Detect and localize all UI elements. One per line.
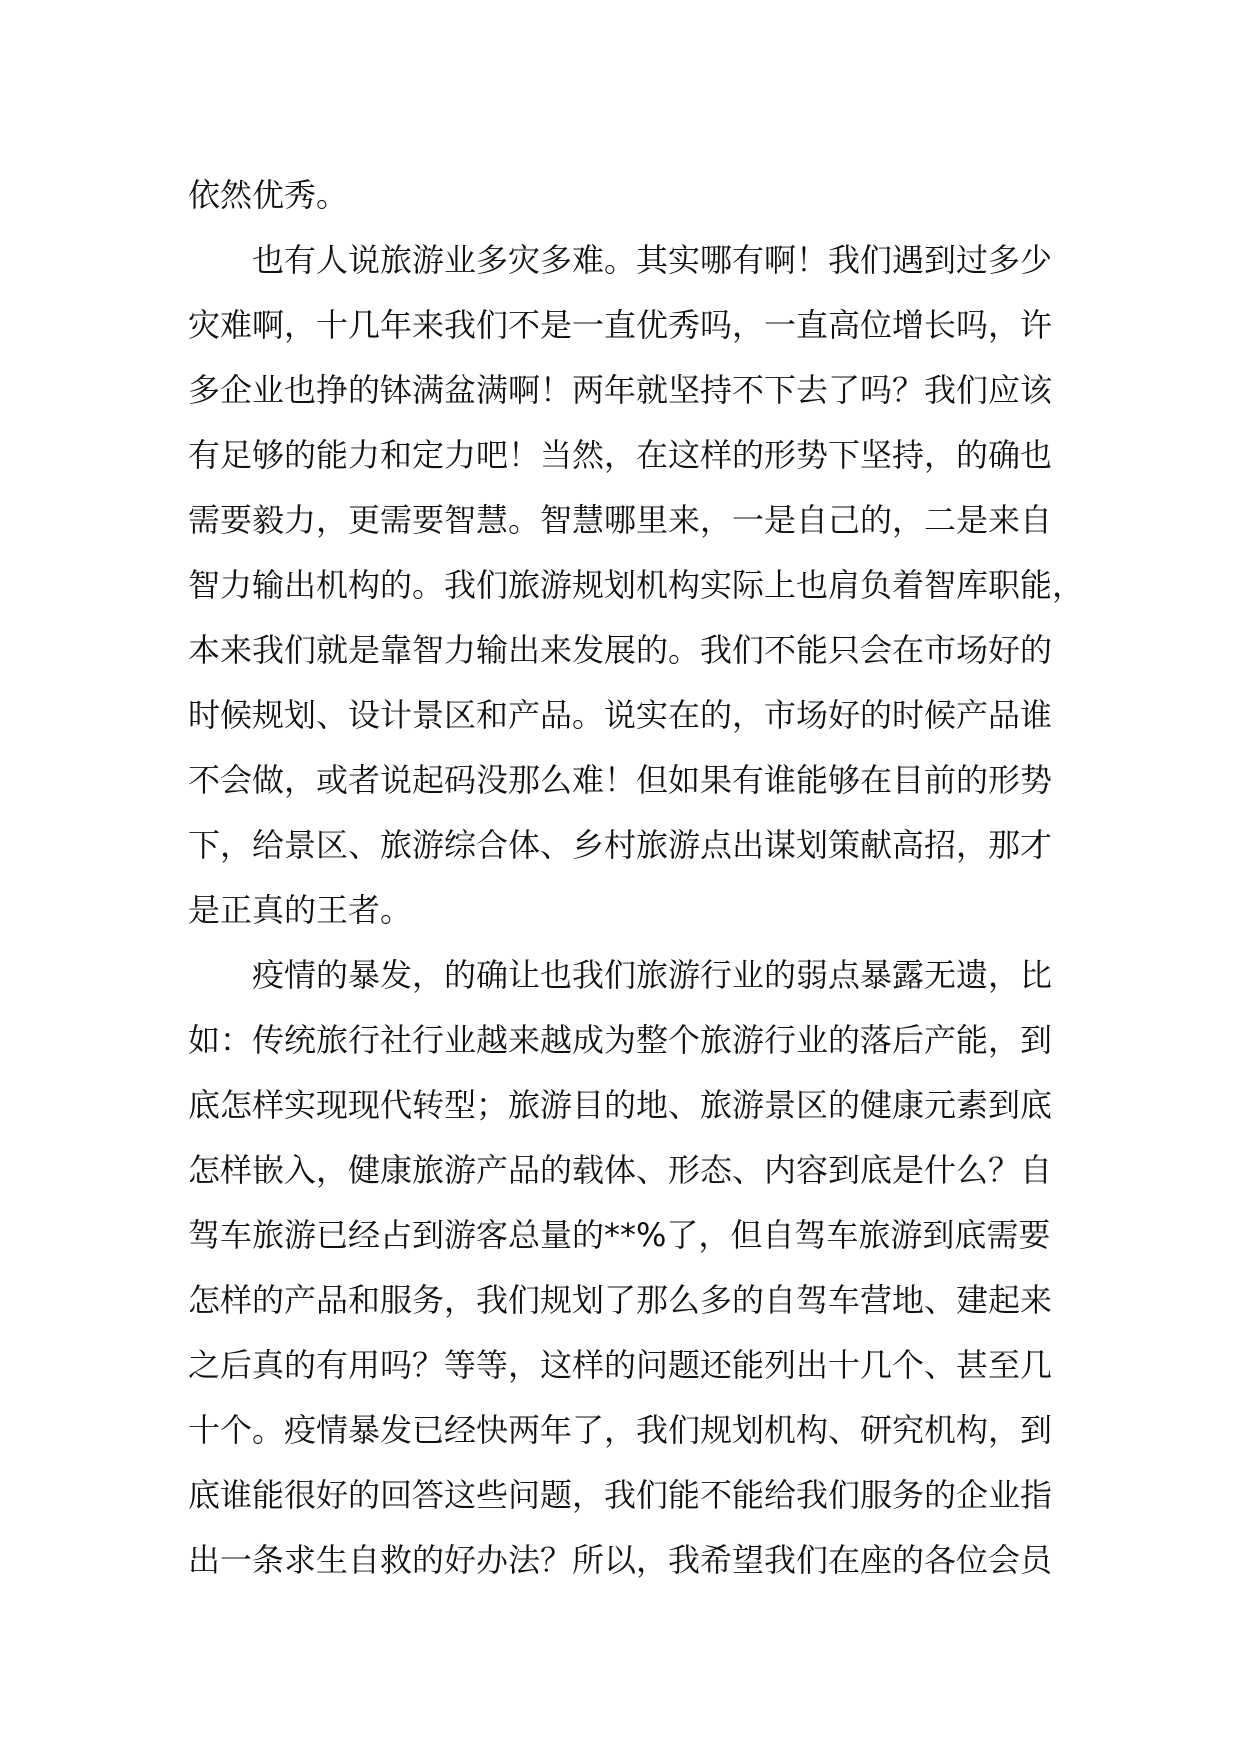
- text-line: 怎样的产品和服务，我们规划了那么多的自驾车营地、建起来: [188, 1281, 1053, 1319]
- text-line: 疫情的暴发，的确让也我们旅游行业的弱点暴露无遗，比: [252, 956, 1053, 994]
- text-line: 底怎样实现现代转型；旅游目的地、旅游景区的健康元素到底: [188, 1086, 1053, 1124]
- text-line: 有足够的能力和定力吧！当然，在这样的形势下坚持，的确也: [188, 436, 1053, 474]
- text-line: 十个。疫情暴发已经快两年了，我们规划机构、研究机构，到: [188, 1411, 1053, 1449]
- text-line: 多企业也挣的钵满盆满啊！两年就坚持不下去了吗？我们应该: [188, 371, 1053, 409]
- text-line: 出一条求生自救的好办法？所以，我希望我们在座的各位会员: [188, 1541, 1053, 1579]
- text-line: 如：传统旅行社行业越来越成为整个旅游行业的落后产能，到: [188, 1021, 1053, 1059]
- text-line: 灾难啊，十几年来我们不是一直优秀吗，一直高位增长吗，许: [188, 306, 1053, 344]
- text-line: 下，给景区、旅游综合体、乡村旅游点出谋划策献高招，那才: [188, 826, 1053, 864]
- text-line: 也有人说旅游业多灾多难。其实哪有啊！我们遇到过多少: [252, 241, 1053, 279]
- text-line: 底谁能很好的回答这些问题，我们能不能给我们服务的企业指: [188, 1476, 1053, 1514]
- body-text: [188, 163, 1088, 1593]
- text-line: 是正真的王者。: [188, 891, 413, 929]
- text-line: 智力输出机构的。我们旅游规划机构实际上也肩负着智库职能，: [188, 566, 1085, 604]
- text-line: 依然优秀。: [188, 176, 349, 214]
- text-line: 之后真的有用吗？等等，这样的问题还能列出十几个、甚至几: [188, 1346, 1053, 1384]
- text-line: 时候规划、设计景区和产品。说实在的，市场好的时候产品谁: [188, 696, 1053, 734]
- text-line: 需要毅力，更需要智慧。智慧哪里来，一是自己的，二是来自: [188, 501, 1053, 539]
- text-line: 不会做，或者说起码没那么难！但如果有谁能够在目前的形势: [188, 761, 1053, 799]
- text-line: 本来我们就是靠智力输出来发展的。我们不能只会在市场好的: [188, 631, 1053, 669]
- text-line: 怎样嵌入，健康旅游产品的载体、形态、内容到底是什么？自: [188, 1151, 1053, 1189]
- text-line: 驾车旅游已经占到游客总量的**%了，但自驾车旅游到底需要: [188, 1216, 1051, 1254]
